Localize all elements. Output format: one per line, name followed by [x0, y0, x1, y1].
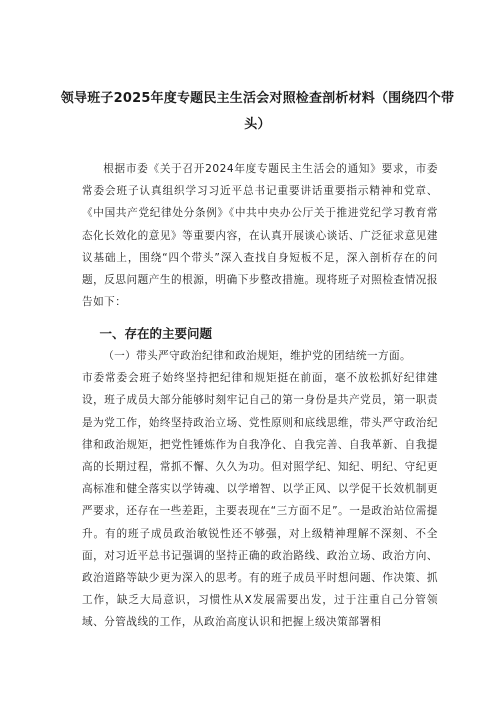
section-1-block	[82, 345, 438, 634]
subsection-body-political-discipline: 市委常委会班子始终坚持把纪律和规矩挺在前面，毫不放松抓好纪律建设，班子成员大部分能够时刻牢记自己的第一身份是共产党员，第一职责是为党工作，始终坚持政治立场、党性原则和底线思维，带头严守政治纪律和政治规矩，把党性锤炼作为自我净化、自我完善、自我革新、自我提高的长期过程，常抓不懈、久久为功。但对照学纪、知纪、明纪、守纪更高标准和健全落实以学铸魂、以学增智、以学正风、以学促干长效机制更严要求，还存在一些差距，主要表现在“三方面不足”。一是政治站位需提升。有的班子成员政治敏锐性还不够强，对上级精神理解不深刻、不全面，对习近平总书记强调的坚持正确的政治路线、政治立场、政治方向、政治道路等缺少更为深入的思考。有的班子成员平时想问题、作决策、抓工作，缺乏大局意识，习惯性从X发展需要出发，过于注重自己分管领域、分管战线的工作，从政治高度认识和把握上级决策部署相	[82, 372, 438, 629]
intro-block	[82, 158, 438, 313]
document-title: 领导班子2025年度专题民主生活会对照检查剖析材料（围绕四个带头）	[60, 91, 455, 132]
subsection-heading-political-discipline: （一）带头严守政治纪律和政治规矩，维护党的团结统一方面。	[103, 350, 412, 362]
intro-paragraph: 根据市委《关于召开2024年度专题民主生活会的通知》要求，市委常委会班子认真组织学习习近平总书记重要讲话重要指示精神和党章、《中国共产党纪律处分条例》《中共中央办公厅关于推进党纪学习教育常态化长效化的意见》等重要内容，在认真开展谈心谈话、广泛征求意见建议基础上，围绕“四个带头”深入查找自身短板不足，深入剖析存在的问题，反思问题产生的根源，明确下步整改措施。现将班子对照检查情况报告如下：	[82, 163, 438, 309]
section-heading-problems: 一、存在的主要问题	[99, 326, 213, 341]
